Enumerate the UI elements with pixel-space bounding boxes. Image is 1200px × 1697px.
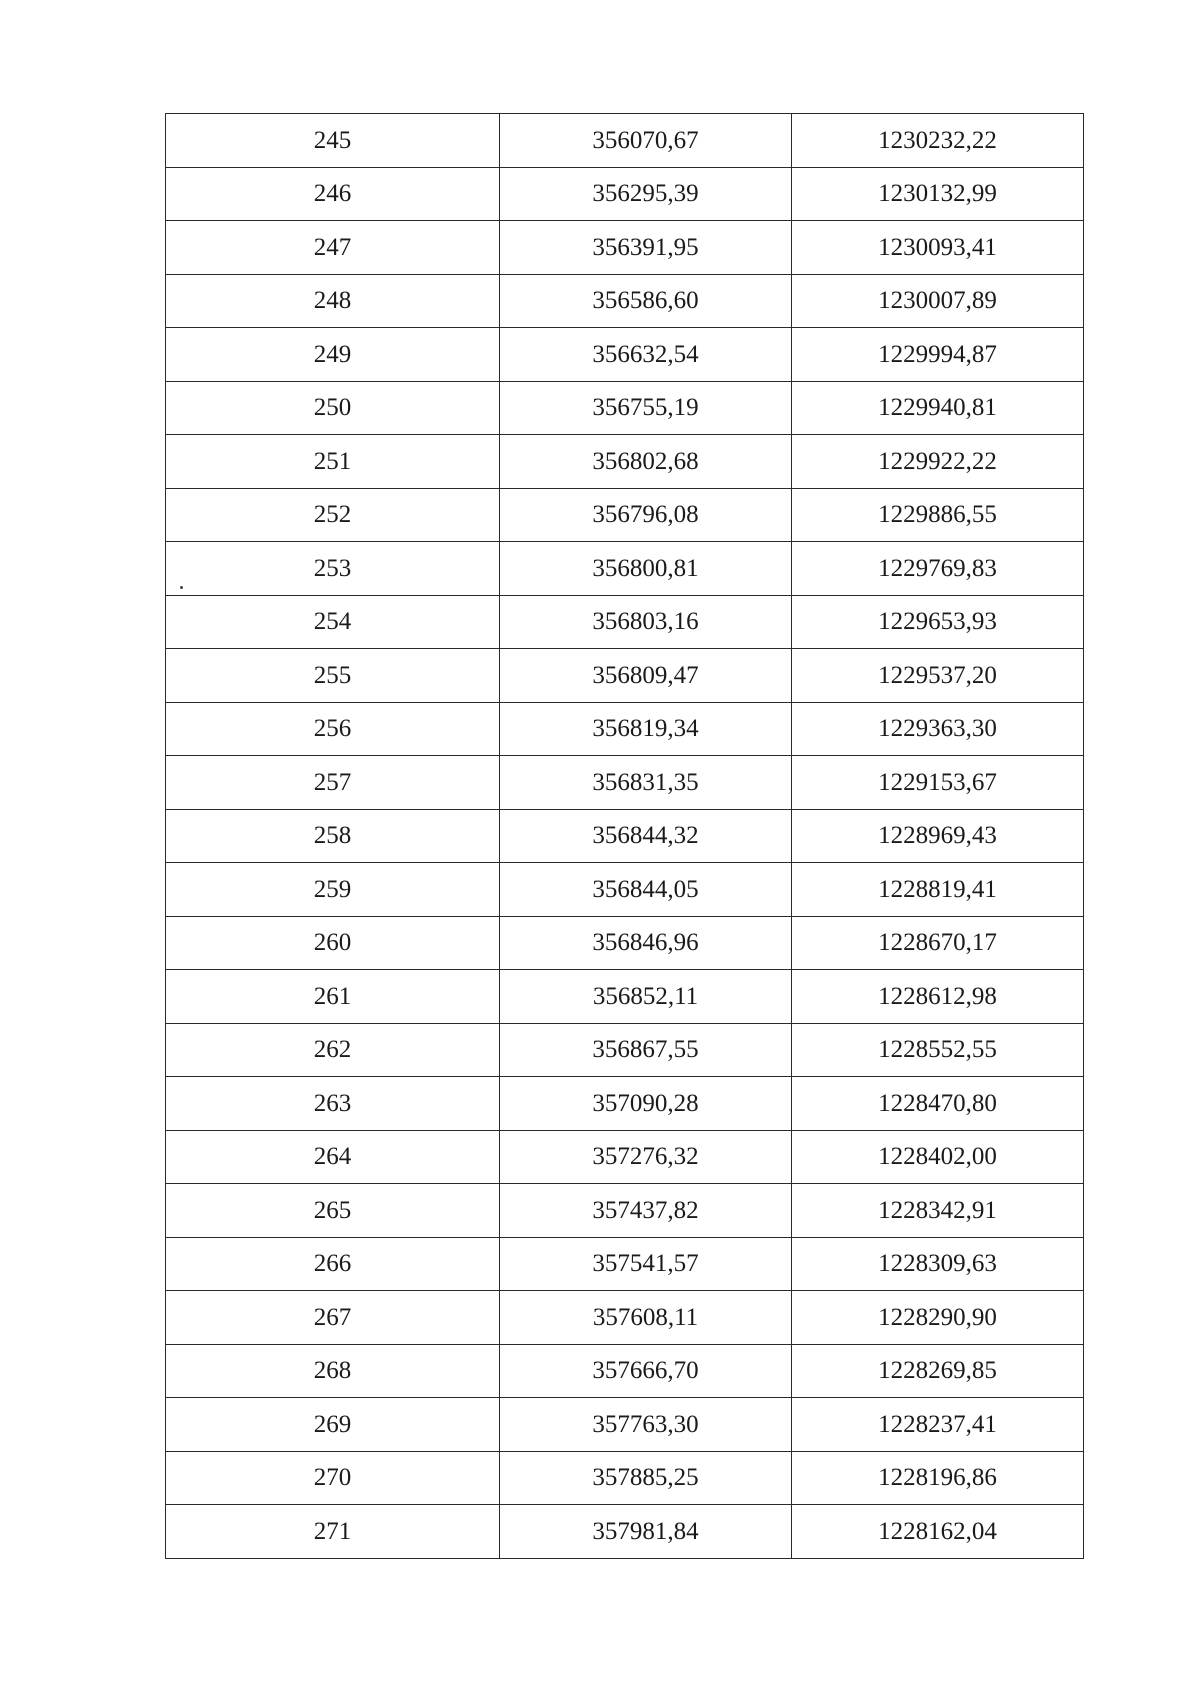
point-number-cell: 248 [166,274,500,328]
x-coordinate-cell: 356391,95 [500,221,792,275]
table-row [166,702,1084,756]
x-coordinate-cell: 357666,70 [500,1344,792,1398]
table-row [166,274,1084,328]
x-coordinate-cell: 356846,96 [500,916,792,970]
x-coordinate-cell: 356295,39 [500,167,792,221]
table-row [166,916,1084,970]
x-coordinate-cell: 356755,19 [500,381,792,435]
table-row [166,1184,1084,1238]
y-coordinate-cell: 1228612,98 [792,970,1084,1024]
y-coordinate-cell: 1228470,80 [792,1077,1084,1131]
y-coordinate-cell: 1229537,20 [792,649,1084,703]
y-coordinate-cell: 1230232,22 [792,114,1084,168]
point-number-cell: 257 [166,756,500,810]
y-coordinate-cell: 1229653,93 [792,595,1084,649]
x-coordinate-cell: 357763,30 [500,1398,792,1452]
y-coordinate-cell: 1228342,91 [792,1184,1084,1238]
x-coordinate-cell: 357981,84 [500,1505,792,1559]
point-number-cell: 258 [166,809,500,863]
point-number-cell: 260 [166,916,500,970]
point-number-cell: 268 [166,1344,500,1398]
y-coordinate-cell: 1229153,67 [792,756,1084,810]
point-number-cell: 270 [166,1451,500,1505]
y-coordinate-cell: 1228237,41 [792,1398,1084,1452]
point-number-cell: 265 [166,1184,500,1238]
y-coordinate-cell: 1228552,55 [792,1023,1084,1077]
point-number-cell: 266 [166,1237,500,1291]
point-number-cell: 255 [166,649,500,703]
x-coordinate-cell: 356809,47 [500,649,792,703]
table-row [166,328,1084,382]
x-coordinate-cell: 356852,11 [500,970,792,1024]
y-coordinate-cell: 1228196,86 [792,1451,1084,1505]
x-coordinate-cell: 357885,25 [500,1451,792,1505]
table-row [166,1023,1084,1077]
table-row [166,1291,1084,1345]
table-row [166,970,1084,1024]
table-row [166,114,1084,168]
y-coordinate-cell: 1230007,89 [792,274,1084,328]
point-number-cell: 261 [166,970,500,1024]
point-number-cell: 271 [166,1505,500,1559]
x-coordinate-cell: 356831,35 [500,756,792,810]
x-coordinate-cell: 356844,32 [500,809,792,863]
y-coordinate-cell: 1228269,85 [792,1344,1084,1398]
y-coordinate-cell: 1228819,41 [792,863,1084,917]
point-number-cell: 269 [166,1398,500,1452]
table-row [166,1237,1084,1291]
x-coordinate-cell: 356844,05 [500,863,792,917]
x-coordinate-cell: 357276,32 [500,1130,792,1184]
point-number-cell: 253 [166,542,500,596]
point-number-cell: 250 [166,381,500,435]
point-number-cell: 249 [166,328,500,382]
point-number-cell: 263 [166,1077,500,1131]
x-coordinate-cell: 357090,28 [500,1077,792,1131]
table-row [166,1398,1084,1452]
table-row [166,863,1084,917]
point-number-cell: 259 [166,863,500,917]
x-coordinate-cell: 356800,81 [500,542,792,596]
x-coordinate-cell: 356796,08 [500,488,792,542]
y-coordinate-cell: 1228309,63 [792,1237,1084,1291]
point-number-cell: 252 [166,488,500,542]
y-coordinate-cell: 1230093,41 [792,221,1084,275]
x-coordinate-cell: 356632,54 [500,328,792,382]
y-coordinate-cell: 1228670,17 [792,916,1084,970]
table-row [166,1505,1084,1559]
y-coordinate-cell: 1228402,00 [792,1130,1084,1184]
point-number-cell: 245 [166,114,500,168]
x-coordinate-cell: 356070,67 [500,114,792,168]
x-coordinate-cell: 356802,68 [500,435,792,489]
coordinates-table-body [166,114,1084,1559]
table-row [166,756,1084,810]
point-number-cell: 251 [166,435,500,489]
y-coordinate-cell: 1229922,22 [792,435,1084,489]
y-coordinate-cell: 1228290,90 [792,1291,1084,1345]
y-coordinate-cell: 1229769,83 [792,542,1084,596]
x-coordinate-cell: 356819,34 [500,702,792,756]
table-row [166,435,1084,489]
point-number-cell: 264 [166,1130,500,1184]
y-coordinate-cell: 1229994,87 [792,328,1084,382]
table-row [166,649,1084,703]
x-coordinate-cell: 357437,82 [500,1184,792,1238]
x-coordinate-cell: 357541,57 [500,1237,792,1291]
coordinates-table [165,113,1084,1559]
y-coordinate-cell: 1229886,55 [792,488,1084,542]
y-coordinate-cell: 1230132,99 [792,167,1084,221]
y-coordinate-cell: 1228162,04 [792,1505,1084,1559]
point-number-cell: 246 [166,167,500,221]
y-coordinate-cell: 1229940,81 [792,381,1084,435]
x-coordinate-cell: 356803,16 [500,595,792,649]
y-coordinate-cell: 1228969,43 [792,809,1084,863]
point-number-cell: 267 [166,1291,500,1345]
x-coordinate-cell: 357608,11 [500,1291,792,1345]
point-number-cell: 254 [166,595,500,649]
table-row [166,809,1084,863]
point-number-cell: 262 [166,1023,500,1077]
table-row [166,1344,1084,1398]
point-number-cell: 256 [166,702,500,756]
table-row [166,488,1084,542]
y-coordinate-cell: 1229363,30 [792,702,1084,756]
table-row [166,595,1084,649]
x-coordinate-cell: 356867,55 [500,1023,792,1077]
table-row [166,1130,1084,1184]
table-row [166,1077,1084,1131]
table-row [166,167,1084,221]
table-row [166,381,1084,435]
table-row [166,221,1084,275]
table-row [166,1451,1084,1505]
table-row [166,542,1084,596]
point-number-cell: 247 [166,221,500,275]
x-coordinate-cell: 356586,60 [500,274,792,328]
